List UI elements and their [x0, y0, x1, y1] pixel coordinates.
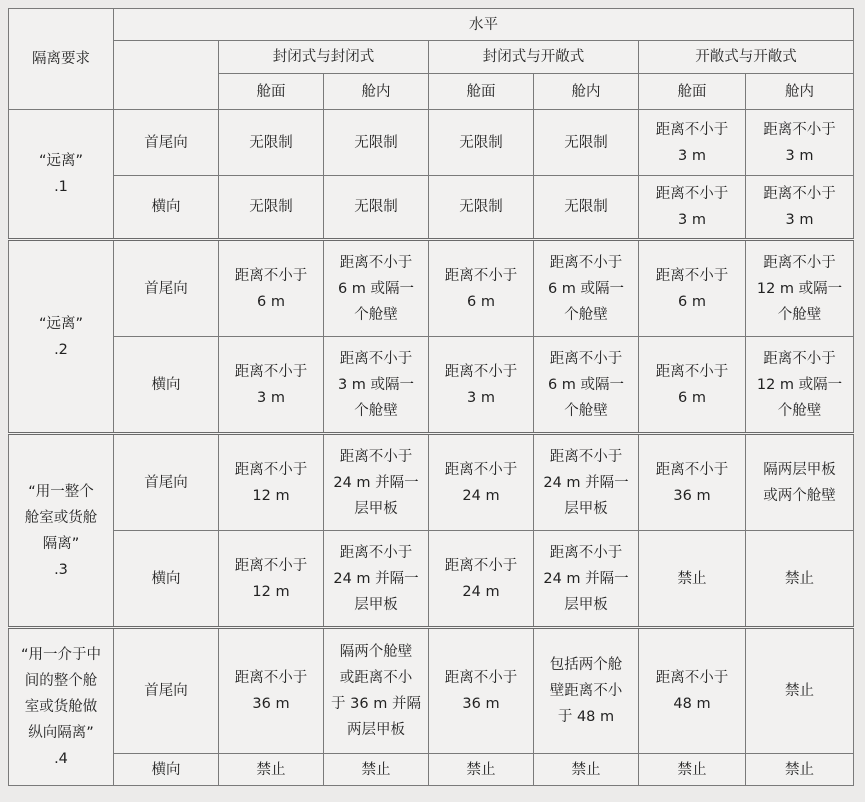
blank-header-cell: [114, 41, 219, 74]
cell-text-line: 距离不小于: [234, 557, 308, 574]
direction-cell: 横向: [114, 531, 219, 628]
cell-text-line: 距离不小于: [549, 254, 623, 271]
cell-hold-open-open: [746, 754, 854, 786]
table-row: [9, 531, 854, 628]
cell-text-line: 舱室或货舱: [24, 509, 98, 526]
cell-hold-closed-open: [534, 434, 639, 531]
cell-text-line: 48 m: [673, 696, 711, 712]
cell-deck-closed-open: [429, 531, 534, 628]
blank-header-cell: [114, 74, 219, 110]
cell-hold-closed-closed: [324, 434, 429, 531]
cell-hold-open-open: [746, 531, 854, 628]
cell-deck-open-open: [639, 110, 746, 176]
cell-deck-closed-open: [429, 628, 534, 754]
table-row: [9, 240, 854, 337]
requirement-cell: [9, 628, 114, 786]
cell-hold-closed-open: [534, 240, 639, 337]
cell-text-line: 个舱壁: [777, 306, 822, 323]
subcol-header: 舱内: [324, 74, 429, 110]
cell-hold-closed-open: [534, 754, 639, 786]
subcol-header: 舱面: [219, 74, 324, 110]
cell-text-line: 无限制: [459, 199, 503, 215]
cell-text-line: 于 36 m 并隔: [331, 696, 421, 712]
cell-text-line: 24 m 并隔一: [543, 474, 629, 491]
cell-text-line: 距离不小于: [234, 670, 308, 686]
cell-hold-closed-closed: [324, 754, 429, 786]
cell-text-line: 个舱壁: [777, 402, 822, 419]
cell-hold-closed-closed: [324, 176, 429, 240]
cell-text-line: 或距离不小: [339, 670, 413, 686]
cell-text-line: 3 m: [678, 212, 706, 228]
cell-text-line: 距离不小于: [655, 186, 729, 202]
cell-text-line: .3: [54, 561, 68, 578]
direction-cell: 首尾向: [114, 434, 219, 531]
cell-deck-closed-closed: [219, 531, 324, 628]
requirement-cell: [9, 110, 114, 240]
cell-deck-open-open: [639, 240, 746, 337]
cell-text-line: 3 m: [467, 389, 495, 406]
cell-text-line: 距离不小于: [339, 448, 413, 465]
cell-text-line: 6 m: [678, 293, 706, 310]
cell-text-line: 个舱壁: [564, 306, 608, 323]
cell-text-line: 壁距离不小: [549, 683, 623, 699]
segregation-table: [8, 8, 854, 786]
horizontal-header: 水平: [114, 9, 854, 41]
cell-text-line: 两层甲板: [347, 722, 405, 738]
cell-text-line: 12 m: [252, 487, 290, 504]
cell-text-line: 6 m: [678, 389, 706, 406]
cell-text-line: 禁止: [361, 761, 391, 778]
cell-text-line: 24 m 并隔一: [543, 570, 629, 587]
cell-text-line: 6 m 或隔一: [547, 376, 625, 393]
subcol-header: 舱内: [534, 74, 639, 110]
cell-text-line: 个舱壁: [564, 402, 608, 419]
cell-deck-open-open: [639, 337, 746, 434]
cell-text-line: 36 m: [462, 696, 500, 712]
requirement-cell: [9, 434, 114, 628]
cell-text-line: 6 m: [257, 293, 285, 310]
cell-text-line: 距离不小于: [655, 461, 729, 478]
cell-hold-closed-closed: [324, 531, 429, 628]
cell-text-line: 6 m 或隔一: [337, 280, 415, 297]
cell-deck-closed-closed: [219, 434, 324, 531]
cell-text-line: 36 m: [252, 696, 290, 712]
cell-text-line: 3 m: [257, 389, 285, 406]
cell-hold-closed-closed: [324, 240, 429, 337]
cell-text-line: 距离不小于: [763, 254, 836, 271]
subcol-header: 舱面: [639, 74, 746, 110]
cell-text-line: 3 m: [678, 147, 706, 164]
table-row: [9, 176, 854, 240]
cell-text-line: 3 m: [785, 147, 814, 164]
cell-text-line: 6 m 或隔一: [547, 280, 625, 297]
cell-hold-closed-open: [534, 531, 639, 628]
cell-text-line: 隔离”: [42, 535, 80, 552]
cell-hold-closed-open: [534, 337, 639, 434]
cell-text-line: 距离不小于: [655, 267, 729, 284]
cell-hold-open-open: [746, 110, 854, 176]
cell-text-line: 室或货舱做: [24, 699, 98, 715]
cell-text-line: 距离不小于: [655, 363, 729, 380]
cell-hold-closed-open: [534, 110, 639, 176]
group-header-closed-closed: 封闭式与封闭式: [219, 41, 429, 74]
direction-cell: 横向: [114, 337, 219, 434]
cell-text-line: 禁止: [785, 570, 814, 587]
cell-deck-closed-open: [429, 176, 534, 240]
cell-text-line: 禁止: [571, 761, 601, 778]
cell-text-line: 距离不小于: [339, 350, 413, 367]
cell-text-line: 无限制: [249, 199, 293, 215]
cell-hold-closed-closed: [324, 628, 429, 754]
cell-hold-open-open: [746, 628, 854, 754]
header-row-3: [9, 74, 854, 110]
cell-text-line: 隔两层甲板: [763, 461, 836, 478]
cell-text-line: 距离不小于: [763, 350, 836, 367]
cell-text-line: 层甲板: [564, 500, 608, 517]
cell-deck-open-open: [639, 628, 746, 754]
direction-cell: 横向: [114, 754, 219, 786]
cell-text-line: 禁止: [785, 683, 814, 699]
subcol-header: 舱面: [429, 74, 534, 110]
group-header-open-open: 开敞式与开敞式: [639, 41, 854, 74]
table-row: [9, 434, 854, 531]
cell-text-line: 层甲板: [354, 500, 398, 517]
cell-deck-closed-open: [429, 240, 534, 337]
direction-cell: 首尾向: [114, 628, 219, 754]
cell-text-line: 24 m 并隔一: [333, 570, 419, 587]
cell-deck-closed-open: [429, 754, 534, 786]
table-row: [9, 110, 854, 176]
cell-text-line: 距离不小于: [549, 448, 623, 465]
cell-deck-open-open: [639, 434, 746, 531]
cell-text-line: 距离不小于: [549, 350, 623, 367]
cell-hold-open-open: [746, 337, 854, 434]
cell-text-line: 距离不小于: [339, 544, 413, 561]
req-header: 隔离要求: [9, 9, 114, 110]
cell-text-line: 距离不小于: [444, 557, 518, 574]
cell-text-line: 或两个舱壁: [763, 487, 836, 504]
cell-text-line: 24 m: [462, 583, 500, 600]
cell-hold-closed-closed: [324, 337, 429, 434]
cell-deck-closed-open: [429, 434, 534, 531]
table-row: [9, 628, 854, 754]
cell-text-line: “用一整个: [28, 483, 94, 500]
cell-hold-closed-open: [534, 176, 639, 240]
cell-deck-closed-closed: [219, 240, 324, 337]
cell-text-line: 距离不小于: [234, 363, 308, 380]
cell-text-line: 距离不小于: [763, 186, 836, 202]
cell-text-line: .4: [54, 751, 68, 767]
cell-deck-open-open: [639, 754, 746, 786]
cell-text-line: 6 m: [467, 293, 495, 310]
header-row-1: [9, 9, 854, 41]
table-row: [9, 337, 854, 434]
cell-text-line: 12 m: [252, 583, 290, 600]
cell-text-line: 24 m: [462, 487, 500, 504]
cell-text-line: 12 m 或隔一: [756, 376, 843, 393]
cell-text-line: 层甲板: [354, 596, 398, 613]
cell-text-line: 个舱壁: [354, 306, 398, 323]
cell-deck-closed-open: [429, 110, 534, 176]
cell-text-line: 36 m: [673, 487, 711, 504]
cell-text-line: .1: [54, 179, 68, 195]
cell-text-line: 禁止: [677, 570, 707, 587]
cell-text-line: 个舱壁: [354, 402, 398, 419]
cell-text-line: 12 m 或隔一: [756, 280, 843, 297]
direction-cell: 首尾向: [114, 110, 219, 176]
cell-text-line: 距离不小于: [444, 363, 518, 380]
cell-text-line: “远离”: [38, 153, 84, 169]
cell-deck-closed-closed: [219, 628, 324, 754]
cell-text-line: 无限制: [354, 134, 398, 151]
direction-cell: 横向: [114, 176, 219, 240]
cell-text-line: 间的整个舱: [24, 673, 98, 689]
cell-text-line: “远离”: [38, 315, 84, 332]
cell-deck-closed-closed: [219, 754, 324, 786]
cell-text-line: 层甲板: [564, 596, 608, 613]
cell-deck-open-open: [639, 176, 746, 240]
cell-hold-open-open: [746, 240, 854, 337]
cell-hold-open-open: [746, 434, 854, 531]
cell-text-line: 距离不小于: [339, 254, 413, 271]
cell-text-line: 无限制: [354, 199, 398, 215]
cell-text-line: 3 m 或隔一: [337, 376, 415, 393]
cell-text-line: 纵向隔离”: [28, 725, 94, 741]
cell-hold-closed-closed: [324, 110, 429, 176]
cell-text-line: 无限制: [249, 134, 293, 151]
group-header-closed-open: 封闭式与开敞式: [429, 41, 639, 74]
cell-text-line: 无限制: [564, 134, 608, 151]
cell-text-line: 隔两个舱壁: [339, 644, 413, 660]
cell-text-line: 禁止: [466, 761, 496, 778]
cell-deck-closed-open: [429, 337, 534, 434]
cell-text-line: 24 m 并隔一: [333, 474, 419, 491]
cell-hold-open-open: [746, 176, 854, 240]
cell-text-line: 3 m: [785, 212, 814, 228]
cell-text-line: “用一介于中: [20, 647, 101, 663]
cell-text-line: 禁止: [256, 761, 286, 778]
subcol-header: 舱内: [746, 74, 854, 110]
cell-text-line: 距离不小于: [234, 267, 308, 284]
cell-text-line: 距离不小于: [234, 461, 308, 478]
requirement-cell: [9, 240, 114, 434]
cell-deck-open-open: [639, 531, 746, 628]
cell-text-line: 距离不小于: [549, 544, 623, 561]
cell-deck-closed-closed: [219, 110, 324, 176]
cell-text-line: 距离不小于: [655, 670, 729, 686]
table-row: [9, 754, 854, 786]
cell-text-line: 禁止: [785, 761, 814, 778]
cell-text-line: 距离不小于: [444, 670, 518, 686]
cell-text-line: 无限制: [459, 134, 503, 151]
cell-text-line: 无限制: [564, 199, 608, 215]
cell-text-line: 禁止: [677, 761, 707, 778]
cell-text-line: 包括两个舱: [549, 657, 623, 673]
cell-text-line: 距离不小于: [444, 267, 518, 284]
header-row-2: [9, 41, 854, 74]
cell-text-line: 于 48 m: [557, 709, 615, 725]
cell-text-line: .2: [54, 341, 68, 358]
cell-hold-closed-open: [534, 628, 639, 754]
cell-text-line: 距离不小于: [444, 461, 518, 478]
cell-text-line: 距离不小于: [763, 121, 836, 138]
direction-cell: 首尾向: [114, 240, 219, 337]
cell-text-line: 距离不小于: [655, 121, 729, 138]
cell-deck-closed-closed: [219, 176, 324, 240]
cell-deck-closed-closed: [219, 337, 324, 434]
